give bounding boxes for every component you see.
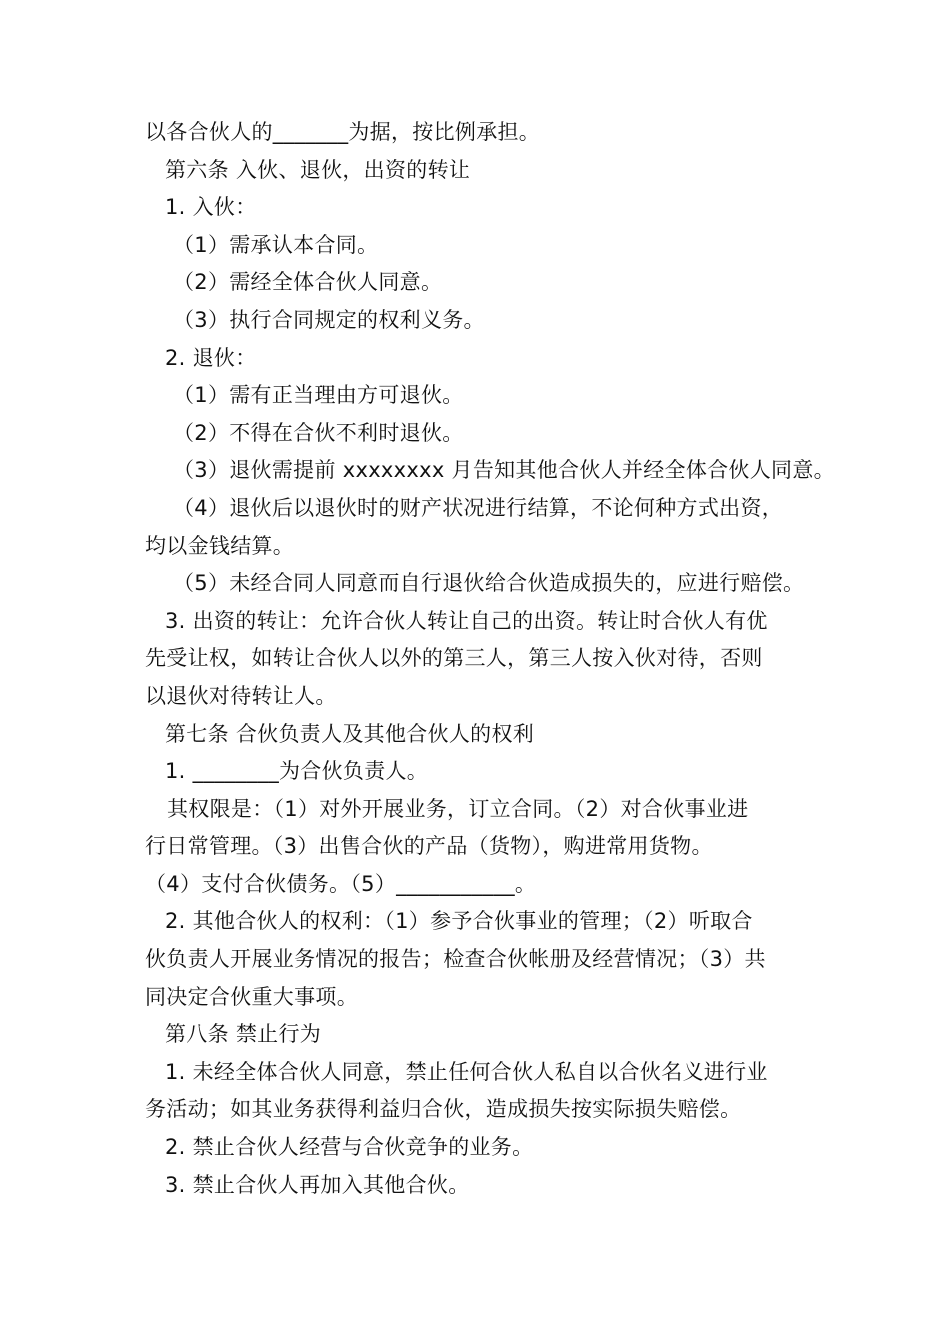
item-withdrawal: 2. 退伙： bbox=[165, 345, 257, 370]
authority-line-2: 行日常管理。（3）出售合伙的产品（货物），购进常用货物。 bbox=[145, 834, 713, 859]
article-6-heading: 第六条 入伙、退伙，出资的转让 bbox=[165, 157, 471, 182]
withdrawal-condition-4-cont: 均以金钱结算。 bbox=[145, 533, 295, 558]
joining-condition-2: （2）需经全体合伙人同意。 bbox=[173, 270, 443, 295]
article-8-heading: 第八条 禁止行为 bbox=[165, 1022, 322, 1047]
capital-transfer-cont-1: 先受让权，如转让合伙人以外的第三人，第三人按入伙对待，否则 bbox=[145, 646, 763, 671]
joining-condition-3: （3）执行合同规定的权利义务。 bbox=[173, 307, 485, 332]
withdrawal-condition-4: （4）退伙后以退伙时的财产状况进行结算，不论何种方式出资， bbox=[173, 495, 784, 520]
authority-line-3: （4）支付合伙债务。（5）___________。 bbox=[145, 871, 537, 896]
withdrawal-condition-1: （1）需有正当理由方可退伙。 bbox=[173, 383, 464, 408]
withdrawal-condition-5: （5）未经合同人同意而自行退伙给合伙造成损失的，应进行赔偿。 bbox=[173, 571, 805, 596]
prohibition-1-cont: 务活动；如其业务获得利益归合伙，造成损失按实际损失赔偿。 bbox=[145, 1097, 742, 1122]
joining-condition-1: （1）需承认本合同。 bbox=[173, 232, 379, 257]
capital-transfer-cont-2: 以退伙对待转让人。 bbox=[145, 683, 337, 708]
other-partner-rights-cont-2: 同决定合伙重大事项。 bbox=[145, 984, 358, 1009]
text-line-continuation: 以各合伙人的_______为据，按比例承担。 bbox=[145, 120, 541, 144]
item-capital-transfer: 3. 出资的转让：允许合伙人转让自己的出资。转让时合伙人有优 bbox=[165, 608, 768, 633]
item-responsible-partner: 1. ________为合伙负责人。 bbox=[165, 759, 429, 784]
article-7-heading: 第七条 合伙负责人及其他合伙人的权利 bbox=[165, 721, 535, 746]
document-page bbox=[145, 114, 835, 1204]
item-other-partner-rights: 2. 其他合伙人的权利：（1）参予合伙事业的管理；（2）听取合 bbox=[165, 909, 753, 934]
item-joining: 1. 入伙： bbox=[165, 195, 257, 220]
prohibition-2: 2. 禁止合伙人经营与合伙竞争的业务。 bbox=[165, 1135, 534, 1160]
withdrawal-condition-2: （2）不得在合伙不利时退伙。 bbox=[173, 420, 464, 445]
prohibition-3: 3. 禁止合伙人再加入其他合伙。 bbox=[165, 1172, 470, 1197]
authority-line-1: 其权限是：（1）对外开展业务，订立合同。（2）对合伙事业进 bbox=[167, 796, 749, 821]
withdrawal-condition-3: （3）退伙需提前 xxxxxxxx 月告知其他合伙人并经全体合伙人同意。 bbox=[173, 458, 835, 483]
other-partner-rights-cont-1: 伙负责人开展业务情况的报告；检查合伙帐册及经营情况；（3）共 bbox=[145, 947, 766, 972]
prohibition-1: 1. 未经全体合伙人同意，禁止任何合伙人私自以合伙名义进行业 bbox=[165, 1059, 768, 1084]
